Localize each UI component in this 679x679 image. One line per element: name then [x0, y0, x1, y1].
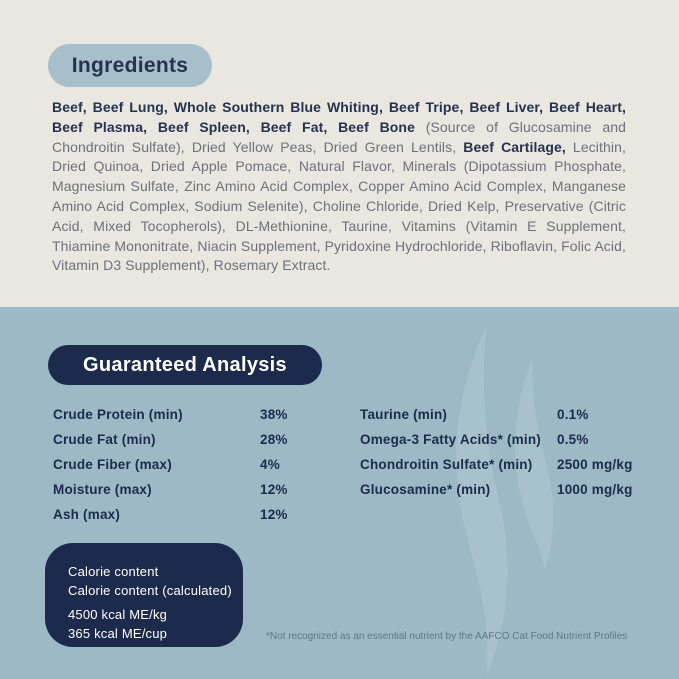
analysis-right-column — [360, 402, 660, 502]
analysis-row — [360, 452, 660, 477]
analysis-row — [53, 402, 353, 427]
calorie-labels — [68, 563, 233, 600]
analysis-value: 2500 mg/kg — [557, 457, 633, 472]
guaranteed-analysis-heading-pill — [48, 345, 322, 385]
calorie-value-line: 4500 kcal ME/kg — [68, 607, 168, 622]
analysis-label: Glucosamine* (min) — [360, 482, 491, 497]
analysis-label: Crude Fat (min) — [53, 432, 156, 447]
analysis-left-column — [53, 402, 353, 527]
analysis-label: Ash (max) — [53, 507, 121, 522]
calorie-values — [68, 606, 233, 643]
ingredient-segment: Lecithin, Dried Quinoa, Dried Apple Pomace, Natural Flavor, Minerals (Dipotassium Phosphate, Magnesium Sulfate, Zinc Amino Acid Complex, Copper Amino Acid Complex, Manganese Amino Acid Complex, Sodium Selenite), Choline Chloride, Dried Kelp, Preservative (Citric Acid, Mixed Tocopherols), DL-Methionine, Taurine, Vitamins (Vitamin E Supplement, Thiamine Mononitrate, Niacin Supplement, Pyridoxine Hydrochloride, Riboflavin, Folic Acid, Vitamin D3 Supplement), Rosemary Extract. — [52, 138, 626, 274]
ingredient-segment: (Source of Glucosamine and Chondroitin Sulfate), Dried Yellow Peas, Dried Green Lentils, — [52, 118, 626, 155]
ingredients-paragraph — [52, 98, 626, 276]
analysis-row — [360, 477, 660, 502]
ingredient-bold-segment: Beef, Beef Lung, Whole Southern Blue Whiting, Beef Tripe, Beef Liver, Beef Heart, Beef Plasma, Beef Spleen, Beef Fat, Beef Bone — [52, 99, 626, 135]
calorie-label-line: Calorie content (calculated) — [68, 582, 232, 598]
analysis-row — [360, 402, 660, 427]
calorie-value-line: 365 kcal ME/cup — [68, 625, 168, 641]
analysis-label: Moisture (max) — [53, 482, 152, 497]
ingredients-heading: Ingredients — [71, 53, 189, 77]
analysis-label: Chondroitin Sulfate* (min) — [360, 457, 533, 472]
guaranteed-analysis-heading: Guaranteed Analysis — [83, 353, 287, 376]
analysis-value: 0.5% — [557, 432, 589, 447]
analysis-label: Taurine (min) — [360, 407, 448, 422]
analysis-row — [53, 477, 353, 502]
calorie-content-box — [45, 543, 243, 647]
analysis-label: Omega-3 Fatty Acids* (min) — [360, 432, 541, 447]
analysis-row — [53, 452, 353, 477]
analysis-value: 0.1% — [557, 407, 589, 422]
analysis-row — [53, 427, 353, 452]
analysis-value: 12% — [260, 507, 288, 522]
analysis-value: 1000 mg/kg — [557, 482, 633, 497]
analysis-value: 28% — [260, 432, 288, 447]
ingredients-heading-pill — [48, 44, 212, 87]
analysis-label: Crude Fiber (max) — [53, 457, 172, 472]
analysis-value: 38% — [260, 407, 288, 422]
guaranteed-analysis-section — [0, 307, 679, 679]
analysis-label: Crude Protein (min) — [53, 407, 183, 422]
analysis-row — [360, 427, 660, 452]
ingredients-section — [0, 0, 679, 307]
ingredient-bold-segment: Beef Cartilage, — [463, 138, 566, 155]
calorie-label-line: Calorie content — [68, 564, 159, 579]
aafco-footnote: *Not recognized as an essential nutrient by the AAFCO Cat Food Nutrient Profiles — [266, 631, 628, 642]
analysis-row — [53, 502, 353, 527]
analysis-value: 12% — [260, 482, 288, 497]
analysis-value: 4% — [260, 457, 280, 472]
